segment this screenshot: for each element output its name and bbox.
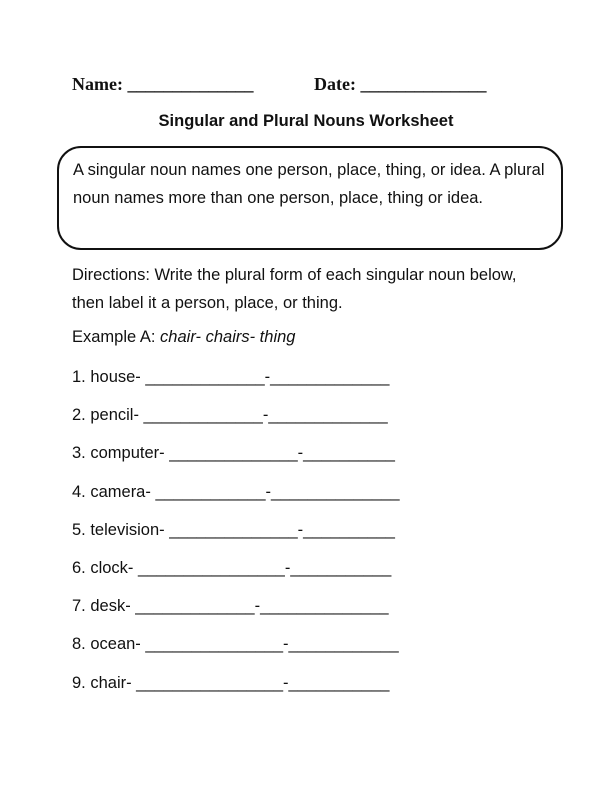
name-field-label[interactable]: Name: ______________ (72, 74, 254, 94)
exercise-item-television[interactable]: 5. television- ______________-__________ (72, 520, 395, 539)
exercise-item-ocean[interactable]: 8. ocean- _______________-____________ (72, 635, 399, 654)
example-label: Example A: (72, 328, 161, 346)
exercise-item-computer[interactable]: 3. computer- ______________-__________ (72, 444, 395, 463)
exercise-item-pencil[interactable]: 2. pencil- _____________-_____________ (72, 406, 388, 425)
exercise-item-house[interactable]: 1. house- _____________-_____________ (72, 368, 390, 386)
exercise-item-clock[interactable]: 6. clock- ________________-___________ (72, 558, 392, 577)
definition-text: A singular noun names one person, place, thing, or idea. A plural noun names more than one person, place, thing or idea. (73, 161, 545, 207)
exercise-item-chair[interactable]: 9. chair- ________________-___________ (72, 673, 390, 692)
date-field-label[interactable]: Date: ______________ (314, 74, 487, 94)
worksheet-title: Singular and Plural Nouns Worksheet (158, 112, 454, 130)
directions-text: Directions: Write the plural form of each singular noun below, then label it a person, place, or thing. (72, 266, 517, 312)
header-row (72, 74, 487, 95)
definition-box (57, 146, 563, 250)
exercise-item-desk[interactable]: 7. desk- _____________-______________ (72, 597, 389, 616)
exercise-list (72, 368, 400, 712)
example-answer: chair- chairs- thing (160, 328, 296, 346)
example-line (72, 328, 295, 347)
exercise-item-camera[interactable]: 4. camera- ____________-______________ (72, 482, 400, 501)
